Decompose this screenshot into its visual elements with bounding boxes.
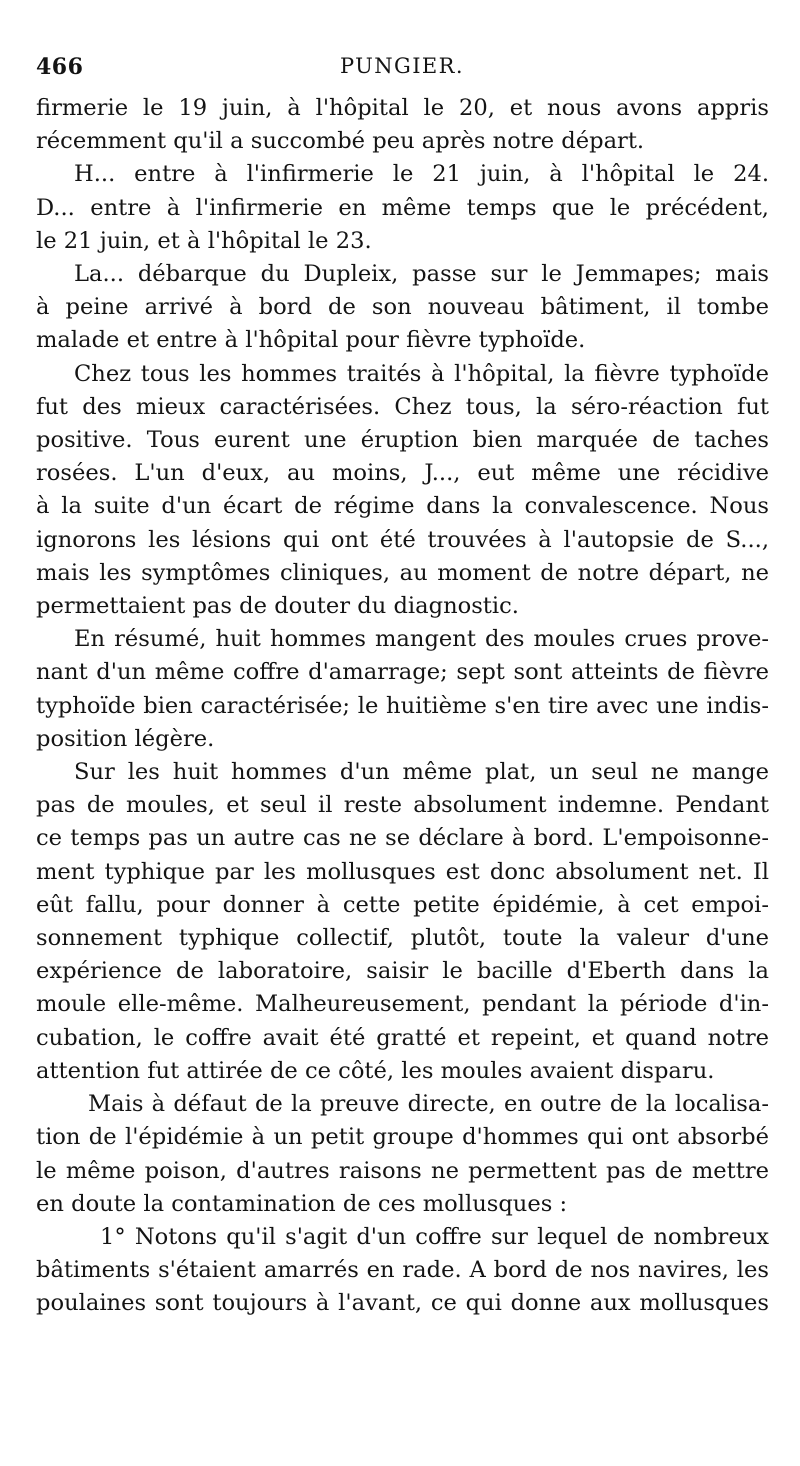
- page-header: [36, 48, 770, 88]
- text-line: firmerie le 19 juin, à l'hôpital le 20, et nous avons appris: [36, 95, 769, 121]
- text-line: ce temps pas un autre cas ne se déclare à bord. L'empoisonne-: [36, 825, 769, 852]
- running-title: PUNGIER.: [340, 54, 464, 78]
- text-line: Sur les huit hommes d'un même plat, un seul ne mange: [74, 759, 769, 786]
- text-line: fut des mieux caractérisées. Chez tous, la séro-réaction fut: [36, 393, 769, 420]
- text-line: le 21 juin, et à l'hôpital le 23.: [36, 227, 372, 254]
- text-line: attention fut attirée de ce côté, les moules avaient disparu.: [36, 1057, 715, 1084]
- text-line: moule elle-même. Malheureusement, pendant la période d'in-: [36, 991, 769, 1018]
- text-line: Chez tous les hommes traités à l'hôpital, la fièvre typhoïde: [74, 360, 769, 387]
- text-line: récemment qu'il a succombé peu après notre départ.: [36, 128, 645, 155]
- text-line: Mais à défaut de la preuve directe, en outre de la localisa-: [88, 1091, 769, 1118]
- text-line: eût fallu, pour donner à cette petite épidémie, à cet empoi-: [36, 891, 769, 918]
- text-line: bâtiments s'étaient amarrés en rade. A bord de nos navires, les: [36, 1257, 769, 1284]
- text-line: expérience de laboratoire, saisir le bacille d'Eberth dans la: [36, 958, 769, 985]
- text-line: D... entre à l'infirmerie en même temps que le précédent,: [36, 194, 769, 221]
- text-line: mais les symptômes cliniques, au moment de notre départ, ne: [36, 559, 769, 586]
- text-line: pas de moules, et seul il reste absolument indemne. Pendant: [36, 792, 769, 819]
- page-number: 466: [36, 54, 84, 80]
- text-line: En résumé, huit hommes mangent des moules crues prove-: [74, 626, 769, 653]
- text-line: tion de l'épidémie à un petit groupe d'hommes qui ont absorbé: [36, 1124, 769, 1151]
- text-line: positive. Tous eurent une éruption bien marquée de taches: [36, 427, 769, 454]
- text-line: typhoïde bien caractérisée; le huitième s'en tire avec une indis-: [36, 692, 769, 719]
- text-line: ignorons les lésions qui ont été trouvées à l'autopsie de S...,: [36, 526, 769, 553]
- text-line: H... entre à l'infirmerie le 21 juin, à l'hôpital le 24.: [74, 161, 769, 188]
- text-line: poulaines sont toujours à l'avant, ce qui donne aux mollusques: [36, 1290, 769, 1317]
- text-line: à la suite d'un écart de régime dans la convalescence. Nous: [36, 493, 769, 520]
- text-line: permettaient pas de douter du diagnostic.: [36, 593, 519, 620]
- text-line: sonnement typhique collectif, plutôt, toute la valeur d'une: [36, 925, 769, 952]
- body-text: [36, 92, 769, 1321]
- text-line: en doute la contamination de ces mollusques :: [36, 1190, 568, 1217]
- text-line: 1° Notons qu'il s'agit d'un coffre sur lequel de nombreux: [100, 1223, 769, 1250]
- text-line: ment typhique par les mollusques est donc absolument net. Il: [36, 858, 769, 885]
- text-line: nant d'un même coffre d'amarrage; sept sont atteints de fièvre: [36, 659, 769, 686]
- text-line: le même poison, d'autres raisons ne permettent pas de mettre: [36, 1157, 769, 1184]
- text-line: malade et entre à l'hôpital pour fièvre typhoïde.: [36, 327, 586, 354]
- text-line: rosées. L'un d'eux, au moins, J..., eut même une récidive: [36, 460, 769, 487]
- text-line: La... débarque du Dupleix, passe sur le Jemmapes; mais: [74, 261, 769, 288]
- text-line: cubation, le coffre avait été gratté et repeint, et quand notre: [36, 1024, 769, 1051]
- text-line: position légère.: [36, 725, 215, 752]
- text-line: à peine arrivé à bord de son nouveau bâtiment, il tombe: [36, 294, 769, 321]
